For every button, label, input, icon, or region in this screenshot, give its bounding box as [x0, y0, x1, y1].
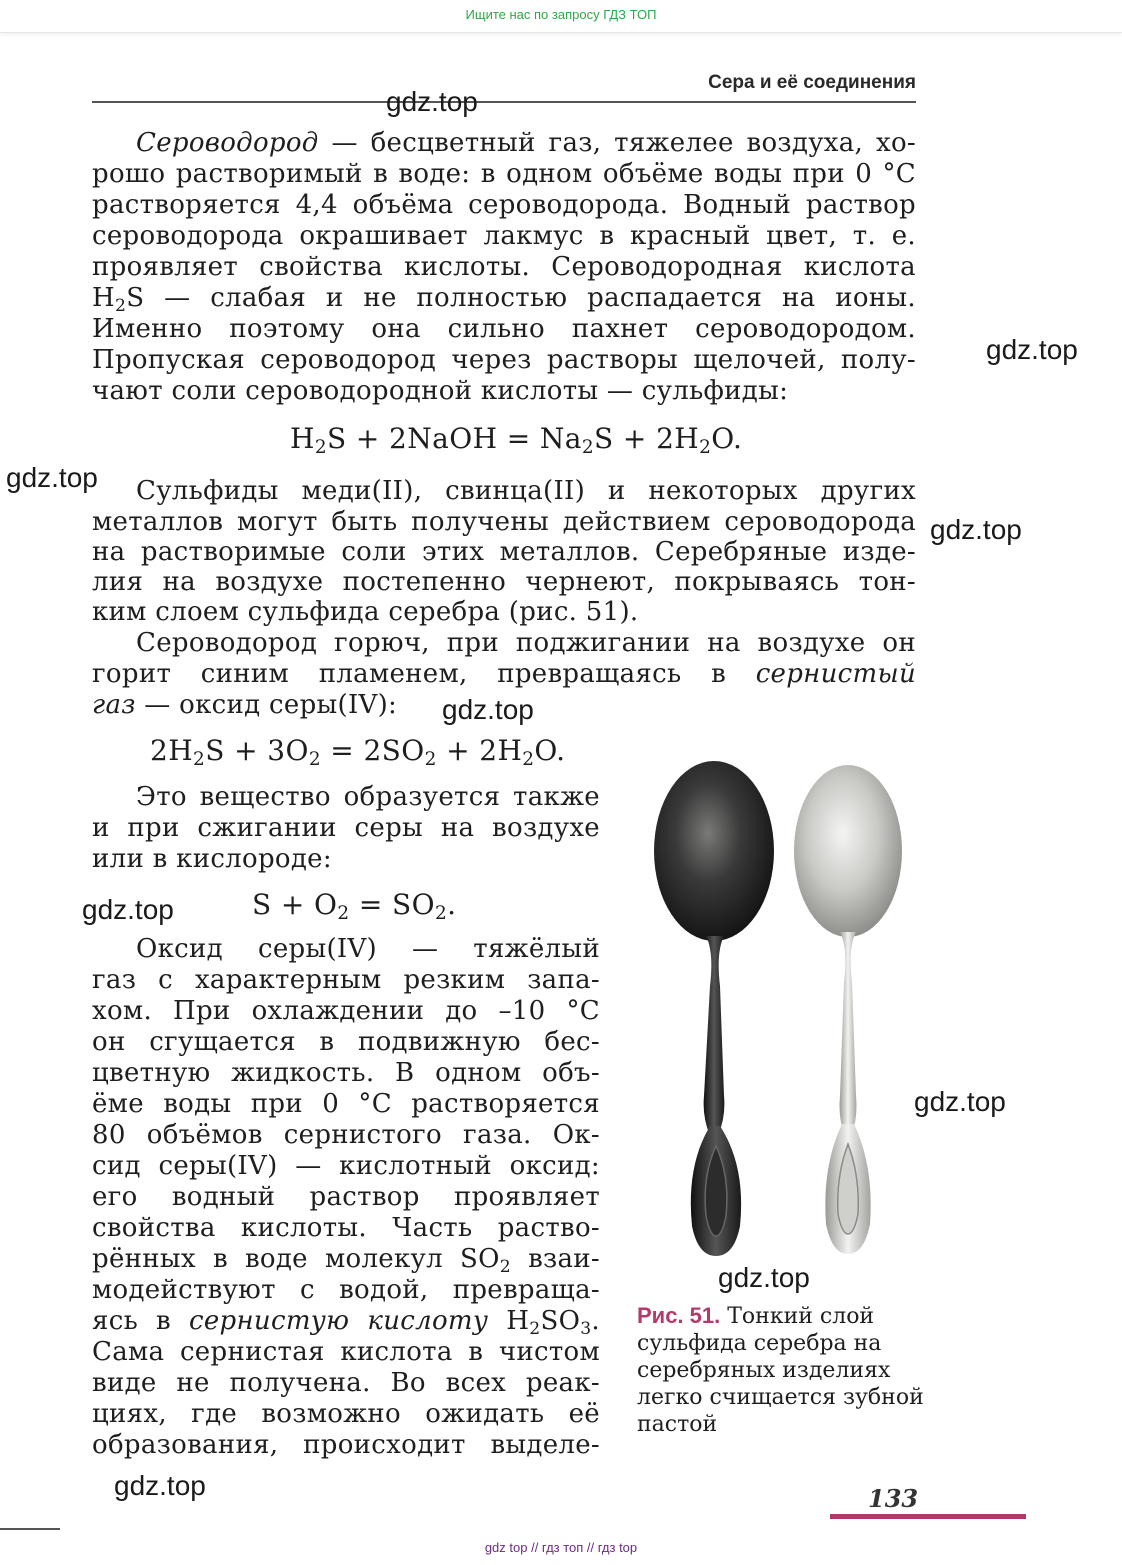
watermark: gdz.top [930, 514, 1022, 545]
text-line: на растворимые соли этих металлов. Серебряные изде- [92, 537, 916, 567]
text-line: Сульфиды меди(II), свинца(II) и некоторых других [136, 476, 916, 506]
watermark: gdz.top [82, 894, 174, 925]
text-line: газ — оксид серы(IV): [92, 690, 398, 720]
footer-rule-left [0, 1528, 60, 1530]
watermark: gdz.top [6, 462, 98, 493]
caption-text: Тонкий слой сульфида серебра на серебряных изделиях легко счищается зубной пастой [637, 1304, 924, 1437]
text-line: Сама сернистая кислота в чистом [92, 1337, 600, 1367]
text-line: ёме воды при 0 °С растворяется [92, 1089, 600, 1119]
equation-h2s-combustion: $2H_2S + 3O_2 = 2SO_2 + 2H_2O$. [150, 734, 566, 771]
text-line: металлов могут быть получены действием сероводорода [92, 507, 916, 537]
text-line: рённых в воде молекул $SO_2$ взаи- [92, 1244, 601, 1277]
header-rule [92, 101, 916, 103]
top-banner[interactable]: Ищите нас по запросу ГДЗ ТОП [0, 0, 1122, 33]
tarnished-spoon [654, 761, 774, 1256]
text-line: газ с характерным резким запа- [92, 965, 600, 995]
text-line: сид серы(IV) — кислотный оксид: [92, 1151, 600, 1181]
text-line: модействуют с водой, превраща- [92, 1275, 600, 1305]
text-line: Это вещество образуется также [136, 782, 600, 812]
text-line: циях, где возможно ожидать её [92, 1399, 600, 1429]
text-line: ясь в сернистую кислоту $H_2SO_3$. [92, 1306, 600, 1339]
page-number-rule [830, 1514, 1026, 1519]
text-line: лия на воздухе постепенно чернеют, покрываясь тон- [92, 567, 916, 597]
text-line: свойства кислоты. Часть раство- [92, 1213, 600, 1243]
figure-label: Рис. 51. [637, 1303, 721, 1328]
text-line: 80 объёмов сернистого газа. Ок- [92, 1120, 600, 1150]
text-line: Оксид серы(IV) — тяжёлый [136, 934, 600, 964]
text-line: образования, происходит выделе- [92, 1430, 600, 1460]
text-line: его водный раствор проявляет [92, 1182, 600, 1212]
text-line: $H_2S$ — слабая и не полностью распадается на ионы. [92, 283, 916, 316]
watermark: gdz.top [914, 1086, 1006, 1117]
text-line: Сероводород — бесцветный газ, тяжелее воздуха, хо- [136, 128, 916, 158]
text-line: цветную жидкость. В одном объ- [92, 1058, 600, 1088]
text-line: или в кислороде: [92, 844, 332, 874]
page-number: 133 [868, 1484, 919, 1513]
watermark: gdz.top [442, 694, 534, 725]
text-line: хом. При охлаждении до –10 °С [92, 996, 600, 1026]
running-head: Сера и её соединения [708, 72, 916, 93]
figure-caption [637, 1302, 927, 1438]
clean-spoon [794, 765, 902, 1254]
watermark: gdz.top [386, 86, 478, 117]
text-line: чают соли сероводородной кислоты — сульфиды: [92, 376, 789, 406]
watermark: gdz.top [114, 1470, 206, 1501]
watermark: gdz.top [986, 334, 1078, 365]
text-line: проявляет свойства кислоты. Сероводородная кислота [92, 252, 916, 282]
text-line: ким слоем сульфида серебра (рис. 51). [92, 597, 639, 627]
text-line: Сероводород горюч, при поджигании на воздухе он [136, 628, 916, 658]
text-line: виде не получена. Во всех реак- [92, 1368, 600, 1398]
watermark: gdz.top [718, 1262, 810, 1293]
text-line: сероводорода окрашивает лакмус в красный цвет, т. е. [92, 221, 916, 251]
equation-sulfur-combustion: $S + O_2 = SO_2$. [252, 888, 457, 925]
footer-links[interactable]: gdz top // гдз топ // гдз top [484, 1540, 638, 1555]
text-line: рошо растворимый в воде: в одном объёме воды при 0 °С [92, 159, 916, 189]
text-line: и при сжигании серы на воздухе [92, 813, 600, 843]
text-line: Именно поэтому она сильно пахнет сероводородом. [92, 314, 916, 344]
spoons-photo [636, 756, 916, 1266]
text-line: горит синим пламенем, превращаясь в сернистый [92, 659, 916, 689]
text-line: он сгущается в подвижную бес- [92, 1027, 600, 1057]
equation-h2s-naoh: $H_2S$ + 2NaOH = $Na_2S + 2H_2O$. [290, 422, 743, 459]
text-line: Пропуская сероводород через растворы щелочей, полу- [92, 345, 916, 375]
text-line: растворяется 4,4 объёма сероводорода. Водный раствор [92, 190, 916, 220]
